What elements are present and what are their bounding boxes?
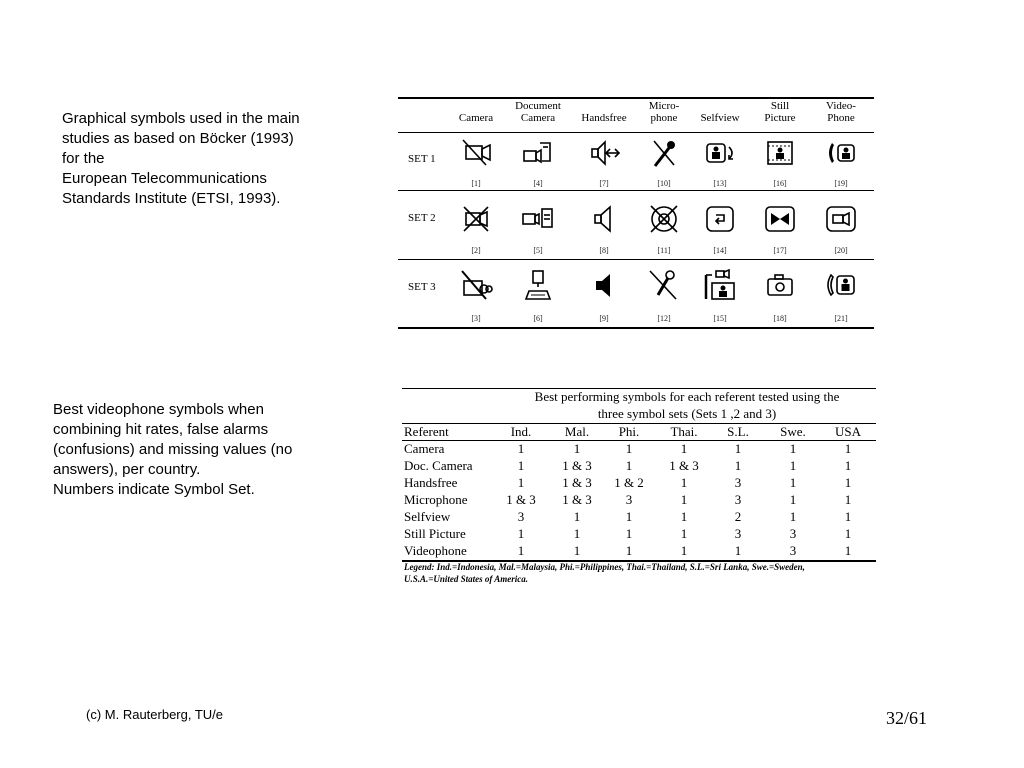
value-cell: 1 [844, 526, 852, 541]
copyright-credit: (c) M. Rauterberg, TU/e [86, 707, 224, 722]
filled-speaker-icon [586, 269, 622, 301]
value-cell: 1 [517, 458, 525, 473]
value-cell: 1 [789, 492, 797, 507]
value-cell: 1 [625, 458, 633, 473]
value-cell: 1 [625, 441, 633, 456]
results-description [53, 400, 292, 500]
bottom-rule [398, 327, 874, 329]
value-cell: 1 & 3 [562, 475, 592, 490]
header-line-1 [446, 100, 506, 112]
symbol-column-header [574, 100, 634, 124]
table-caption: Best performing symbols for each referent tested using the [534, 389, 840, 404]
symbol-number: [20] [834, 246, 848, 255]
value-cell: 1 [789, 441, 797, 456]
header-line-1: Micro- [648, 100, 680, 112]
column-header: Phi. [618, 424, 640, 439]
framed-camera-icon [823, 203, 859, 235]
value-cell: 1 [517, 441, 525, 456]
set-label: SET 3 [408, 281, 436, 293]
symbol-column-header [446, 100, 506, 124]
value-cell: 1 [734, 543, 742, 558]
value-cell: 1 [734, 441, 742, 456]
value-cell: 1 [844, 441, 852, 456]
symbol-number: [21] [834, 314, 848, 323]
symbol-number: [9] [599, 314, 609, 323]
value-cell: 1 [625, 509, 633, 524]
row-rule [398, 190, 874, 191]
header-line-1 [574, 100, 634, 112]
selfview-person-icon [702, 137, 738, 169]
value-cell: 3 [734, 475, 742, 490]
description-line: answers), per country. [53, 461, 201, 478]
phone-person-icon [823, 137, 859, 169]
symbol-column-header [750, 100, 810, 124]
symbol-number: [8] [599, 246, 609, 255]
symbol-number: [15] [713, 314, 727, 323]
value-cell: 3 [517, 509, 525, 524]
column-header: Ind. [510, 424, 532, 439]
symbol-column-header [811, 100, 871, 124]
symbol-number: [12] [657, 314, 671, 323]
header-line-1: Still [770, 100, 790, 112]
value-cell: 1 [625, 543, 633, 558]
description-line: (confusions) and missing values (no [53, 441, 293, 458]
value-cell: 1 [680, 526, 688, 541]
symbol-number: [7] [599, 179, 609, 188]
symbol-number: [4] [533, 179, 543, 188]
value-cell: 1 [680, 475, 688, 490]
value-cell: 1 [844, 543, 852, 558]
crossed-camera-icon [458, 137, 494, 169]
symbol-column-header [508, 100, 568, 124]
set-label: SET 1 [408, 153, 436, 165]
value-cell: 1 & 3 [669, 458, 699, 473]
symbol-number: [13] [713, 179, 727, 188]
page-number: 32/61 [886, 708, 928, 728]
description-line: Numbers indicate Symbol Set. [53, 481, 255, 498]
value-cell: 1 & 3 [562, 492, 592, 507]
value-cell: 1 [844, 458, 852, 473]
referent-cell: Handsfree [404, 475, 458, 490]
monitor-keyboard-icon [520, 269, 556, 301]
value-cell: 1 & 3 [562, 458, 592, 473]
symbol-number: [18] [773, 314, 787, 323]
header-line-2: Handsfree [581, 112, 627, 124]
table-legend: U.S.A.=United States of America. [404, 574, 529, 584]
description-line: combining hit rates, false alarms [53, 421, 269, 438]
value-cell: 2 [734, 509, 742, 524]
symbol-number: [2] [471, 246, 481, 255]
value-cell: 1 & 2 [614, 475, 644, 490]
symbol-number: [1] [471, 179, 481, 188]
camera-monitor-person-icon [702, 269, 738, 301]
description-line: Standards Institute (ETSI, 1993). [62, 190, 281, 207]
value-cell: 1 [625, 526, 633, 541]
value-cell: 1 [573, 543, 581, 558]
referent-cell: Videophone [404, 543, 467, 558]
column-header: Swe. [780, 424, 806, 439]
value-cell: 1 [680, 492, 688, 507]
crossed-box-camera-icon [458, 203, 494, 235]
bowtie-picture-icon [762, 203, 798, 235]
crossed-movie-camera-icon [458, 269, 494, 301]
symbol-sets-figure [398, 95, 874, 330]
value-cell: 1 & 3 [506, 492, 536, 507]
value-cell: 1 [844, 475, 852, 490]
top-rule [398, 97, 874, 99]
crossed-microphone-icon [646, 137, 682, 169]
description-line: Graphical symbols used in the main [62, 110, 300, 127]
header-line-2: Selfview [700, 112, 740, 124]
column-header: S.L. [727, 424, 749, 439]
value-cell: 1 [844, 492, 852, 507]
value-cell: 1 [789, 458, 797, 473]
column-header: Referent [404, 424, 449, 439]
value-cell: 1 [789, 475, 797, 490]
referent-cell: Microphone [404, 492, 468, 507]
best-symbols-table [402, 387, 876, 589]
referent-cell: Camera [404, 441, 445, 456]
camera-document-icon [520, 203, 556, 235]
referent-cell: Still Picture [404, 526, 466, 541]
symbol-number: [11] [657, 246, 671, 255]
value-cell: 3 [789, 543, 797, 558]
symbol-number: [19] [834, 179, 848, 188]
handset-person-icon [823, 269, 859, 301]
description-line: European Telecommunications [62, 170, 267, 187]
description-line: studies as based on Böcker (1993) [62, 130, 294, 147]
photo-camera-icon [762, 269, 798, 301]
crossed-handmic-icon [646, 269, 682, 301]
symbol-number: [10] [657, 179, 671, 188]
header-line-2: Picture [764, 112, 796, 124]
description-line: Best videophone symbols when [53, 401, 264, 418]
speaker-arrow-icon [586, 137, 622, 169]
column-header: Thai. [670, 424, 698, 439]
film-person-icon [762, 137, 798, 169]
symbol-number: [16] [773, 179, 787, 188]
header-line-2: Camera [520, 112, 556, 124]
value-cell: 1 [680, 543, 688, 558]
symbol-column-header [690, 100, 750, 124]
value-cell: 1 [734, 458, 742, 473]
header-line-1: Document [515, 100, 561, 112]
symbol-number: [14] [713, 246, 727, 255]
description-line: for the [62, 150, 105, 167]
header-rule [398, 132, 874, 133]
value-cell: 1 [517, 526, 525, 541]
column-header: Mal. [564, 424, 590, 439]
symbol-column-header [634, 100, 694, 124]
value-cell: 1 [680, 441, 688, 456]
crossed-circle-microphone-icon [646, 203, 682, 235]
outline-speaker-icon [586, 203, 622, 235]
value-cell: 1 [844, 509, 852, 524]
value-cell: 3 [625, 492, 633, 507]
symbol-number: [3] [471, 314, 481, 323]
value-cell: 1 [517, 543, 525, 558]
document-camera-icon [520, 137, 556, 169]
header-line-1: Video- [826, 100, 856, 112]
value-cell: 1 [573, 526, 581, 541]
value-cell: 3 [734, 492, 742, 507]
referent-cell: Selfview [404, 509, 451, 524]
value-cell: 3 [789, 526, 797, 541]
header-line-2: Phone [827, 112, 855, 124]
value-cell: 1 [789, 509, 797, 524]
header-line-2: Camera [458, 112, 494, 124]
symbol-number: [5] [533, 246, 543, 255]
value-cell: 1 [680, 509, 688, 524]
header-line-1 [690, 100, 750, 112]
symbol-number: [6] [533, 314, 543, 323]
row-rule [398, 259, 874, 260]
value-cell: 3 [734, 526, 742, 541]
symbols-description [62, 109, 300, 209]
set-label: SET 2 [408, 212, 436, 224]
selfview-arrow-icon [702, 203, 738, 235]
value-cell: 1 [573, 441, 581, 456]
referent-cell: Doc. Camera [404, 458, 473, 473]
table-caption: three symbol sets (Sets 1 ,2 and 3) [597, 406, 777, 421]
table-legend: Legend: Ind.=Indonesia, Mal.=Malaysia, Phi.=Philippines, Thai.=Thailand, S.L.=Sri Lanka, Swe.=Sweden, [404, 562, 805, 572]
symbol-number: [17] [773, 246, 787, 255]
header-line-2: phone [650, 112, 678, 124]
column-header: USA [834, 424, 861, 439]
value-cell: 1 [517, 475, 525, 490]
value-cell: 1 [573, 509, 581, 524]
